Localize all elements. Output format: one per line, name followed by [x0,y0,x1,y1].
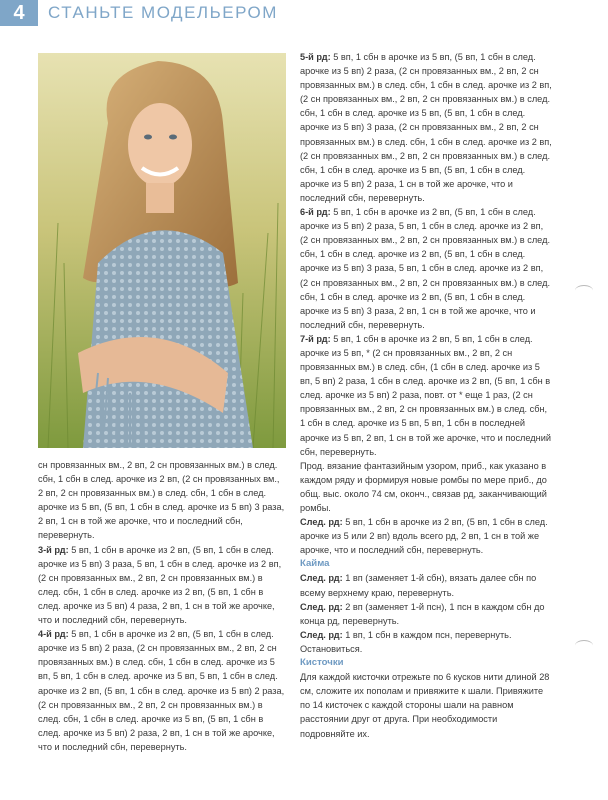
shawl-model-image [38,53,286,448]
row-text: 5 вп, 1 сбн в арочке из 2 вп, (5 вп, 1 сбн в след. арочке из 5 вп) 2 раза, (2 сн провязанных вм., 2 вп, 2 сн провязанных вм.) в след. сбн, 1 сбн в след. арочке из 5 вп, 5 вп, 1 сбн в след. арочке из 5 вп, 5 вп, 1 сбн в след. арочке из 2 вп, (5 вп, 1 сбн в след. арочке из 5 вп) 2 раза, (2 сн провязанных вм., 2 вп, 2 сн провязанных вм.) в след. сбн, 1 сбн в след. арочке из 5 вп, (5 вп, 1 сбн в след. арочке из 5 вп) 2 раза, 2 вп, 1 сн в той же арочке, что и последний сбн, перевернуть. [38,629,285,752]
row-text: 5 вп, 1 сбн в арочке из 2 вп, (5 вп, 1 сбн в след. арочке из 5 вп) 3 раза, 5 вп, 1 сбн в след. арочке из 2 вп, (2 сн провязанных вм., 2 вп, 2 сн провязанных вм.) в след. сбн, 1 сбн в след. арочке из 2 вп, (5 вп, 1 сбн в след. арочке из 5 вп) 4 раза, 2 вп, 1 сн в той же арочке, что и последний сбн, перевернуть. [38,544,282,626]
row-label: 6-й рд: [300,207,331,218]
row-label: След. рд: [300,517,343,528]
row-4 [38,627,286,754]
next-row [300,515,552,557]
row-label: 3-й рд: [38,544,69,555]
page-header [0,0,608,26]
binding-hole-mark [575,640,593,651]
paragraph [38,458,286,543]
row-text: 5 вп, 1 сбн в арочке из 2 вп, (5 вп, 1 сбн в след. арочке из 5 вп) 2 раза, 5 вп, 1 сбн в след. арочке из 2 вп, (2 сн провязанных вм., 2 вп, 2 сн провязанных вм.) в след. сбн, 1 сбн в след. арочке из 2 вп, (5 вп, 1 сбн в след. арочке из 5 вп) 3 раза, 5 вп, 1 сбн в след. арочке из 2 вп, (2 сн провязанных вм., 2 вп, 2 сн провязанных вм.) в след. сбн, 1 сбн в след. арочке из 2 вп, (5 вп, 1 сбн в след. арочке из 5 вп) 3 раза, 2 вп, 1 сн в той же арочке, что и последний сбн, перевернуть. [300,207,550,330]
section-title: СТАНЬТЕ МОДЕЛЬЕРОМ [48,3,278,22]
row-5 [300,50,552,205]
row-6 [300,205,552,332]
row-label: След. рд: [300,573,343,584]
tassels-paragraph: Для каждой кисточки отрежьте по 6 кусков нити длиной 28 см, сложите их пополам и привяжите к шали. Привяжите по 14 кисточек с каждой стороны шали на равном расстоянии друг от друга. При необходимости подровняйте их. [300,672,550,739]
row-text: 5 вп, 1 сбн в арочке из 2 вп, (5 вп, 1 сбн в след. арочке из 5 или 2 вп) вдоль всего рд, 2 вп, 1 сн в той же арочке, что и последний сбн, перевернуть. [300,517,548,556]
row-text: 1 вп (заменяет 1-й сбн), вязать далее сбн по всему верхнему краю, перевернуть. [300,573,537,598]
row-label: 4-й рд: [38,629,69,640]
row-label: 7-й рд: [300,333,331,344]
row-label: След. рд: [300,601,343,612]
row-7 [300,332,552,459]
edging-heading: Кайма [300,558,330,570]
right-column [300,50,552,741]
row-continuation-text: сн провязанных вм., 2 вп, 2 сн провязанных вм.) в след. сбн, 1 сбн в след. арочке из 2 вп, (2 сн провязанных вм., 2 вп, 2 сн провязанных вм.) в след. сбн, 1 сбн в след. арочке из 5 вп, (5 вп, 1 сбн в след. арочке из 5 вп) 3 раза, 2 вп, 1 сн в той же арочке, что и последний сбн, перевернуть. [38,460,285,541]
row-3 [38,543,286,628]
left-column [38,458,286,754]
row-label: 5-й рд: [300,52,331,62]
row-text: 5 вп, 1 сбн в арочке из 2 вп, 5 вп, 1 сбн в след. арочке из 5 вп, * (2 сн провязанных вм., 2 вп, 2 сн провязанных вм.) в след. сбн, (1 сбн в след. арочке из 5 вп, 5 вп) 2 раза, 1 сбн в след. арочке из 2 вп, (5 вп, 1 сбн в след. арочке из 5 вп) 2 раза, повт. от * еще 1 раз, (2 сн провязанных вм., 2 вп, 2 сн провязанных вм.) в след. сбн, 1 сбн в след. арочке из 5 вп, 5 вп, 1 сбн в последней арочке из 5 вп, 2 вп, 1 сн в той же арочке, что и последний сбн, перевернуть. [300,333,552,457]
row-text: 2 вп (заменяет 1-й псн), 1 псн в каждом сбн до конца рд, перевернуть. [300,601,545,626]
edging-row-3 [300,628,552,642]
edging-row-1 [300,571,552,599]
row-label: След. рд: [300,629,343,640]
row-text: 5 вп, 1 сбн в арочке из 5 вп, (5 вп, 1 сбн в след. арочке из 5 вп) 2 раза, (2 сн провязанных вм., 2 вп, 2 сн провязанных вм.) в след. сбн, 1 сбн в след. арочке из 2 вп, (2 сн провязанных вм., 2 вп, 2 сн провязанных вм.) в след. сбн, 1 сбн в след. арочке из 5 вп, (5 вп, 1 сбн в след. арочке из 5 вп) 3 раза, (2 сн провязанных вм., 2 вп, 2 сн провязанных вм.) в след. сбн, 1 сбн в след. арочке из 2 вп, (2 сн провязанных вм., 2 вп, 2 сн провязанных вм.) в след. сбн, 1 сбн в след. арочке из 5 вп, (5 вп, 1 сбн в след. арочке из 5 вп) 2 раза, 1 сн в той же арочке, что и последний сбн, перевернуть. [300,52,552,203]
continue-paragraph: Прод. вязание фантазийным узором, приб., как указано в каждом ряду и формируя новые ромбы по мере приб., до общ. выс. около 74 см, оконч., связав рд, заканчивающий ромбы. [300,460,547,513]
row-text: 1 вп, 1 сбн в каждом псн, перевернуть. [342,629,512,640]
model-photo [38,53,286,448]
binding-hole-mark [575,285,593,296]
page-number: 4 [0,0,38,26]
edging-row-2 [300,600,552,628]
finish-text: Остановиться. [300,643,363,654]
tassels-heading: Кисточки [300,657,344,669]
